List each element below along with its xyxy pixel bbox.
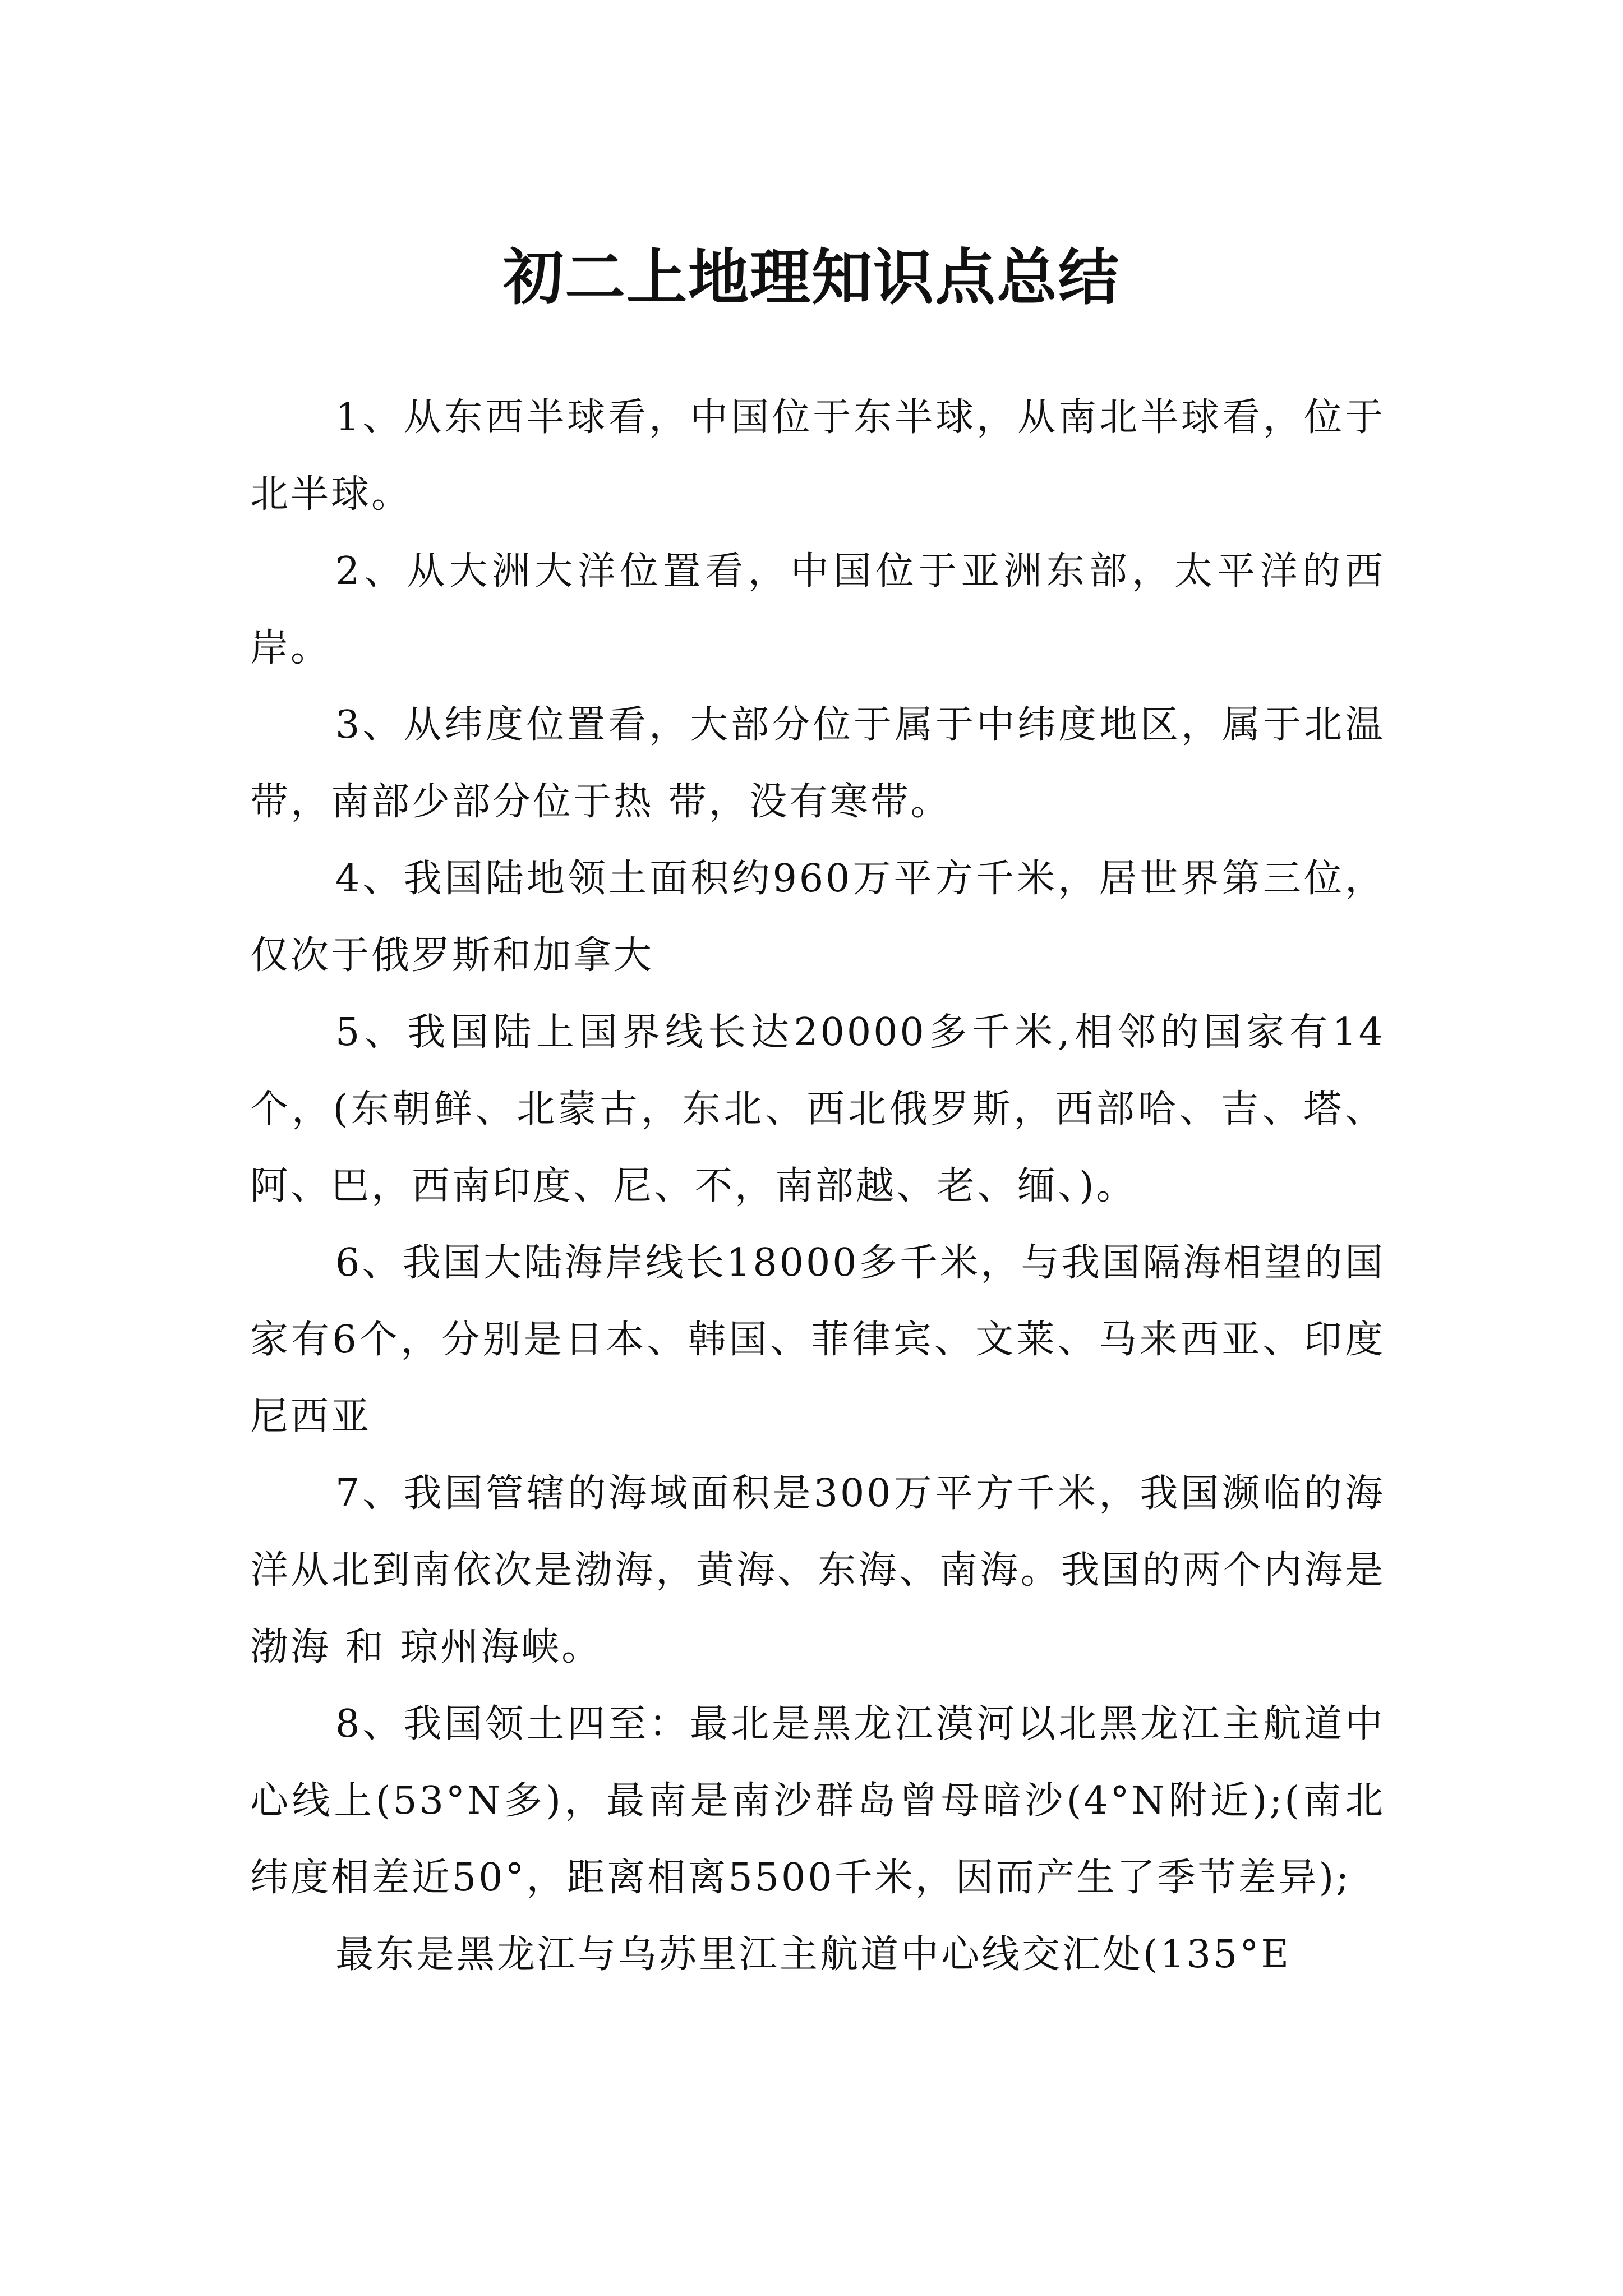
paragraph-3: 3、从纬度位置看，大部分位于属于中纬度地区，属于北温带，南部少部分位于热 带，没有寒带。 [250, 703, 1385, 824]
paragraph-9: 最东是黑龙江与乌苏里江主航道中心线交汇处(135°E [335, 1932, 1291, 1977]
paragraph-4: 4、我国陆地领土面积约960万平方千米，居世界第三位，仅次于俄罗斯和加拿大 [250, 857, 1385, 978]
paragraph-1: 1、从东西半球看，中国位于东半球，从南北半球看，位于北半球。 [250, 395, 1385, 517]
document-title: 初二上地理知识点总结 [502, 242, 1120, 314]
document-body [250, 379, 1385, 1993]
paragraph-7: 7、我国管辖的海域面积是300万平方千米，我国濒临的海洋从北到南依次是渤海，黄海、东海、南海。我国的两个内海是渤海 和 琼州海峡。 [250, 1471, 1385, 1669]
paragraph-2: 2、从大洲大洋位置看，中国位于亚洲东部，太平洋的西岸。 [250, 549, 1385, 670]
paragraph-5: 5、我国陆上国界线长达20000多千米,相邻的国家有14个，(东朝鲜、北蒙古，东北、西北俄罗斯，西部哈、吉、塔、阿、巴，西南印度、尼、不，南部越、老、缅、)。 [250, 1010, 1385, 1208]
paragraph-6: 6、我国大陆海岸线长18000多千米，与我国隔海相望的国家有6个，分别是日本、韩国、菲律宾、文莱、马来西亚、印度尼西亚 [250, 1241, 1385, 1439]
paragraph-8: 8、我国领土四至：最北是黑龙江漠河以北黑龙江主航道中心线上(53°N多)，最南是南沙群岛曾母暗沙(4°N附近);(南北纬度相差近50°，距离相离5500千米，因而产生了季节差异); [250, 1702, 1385, 1900]
